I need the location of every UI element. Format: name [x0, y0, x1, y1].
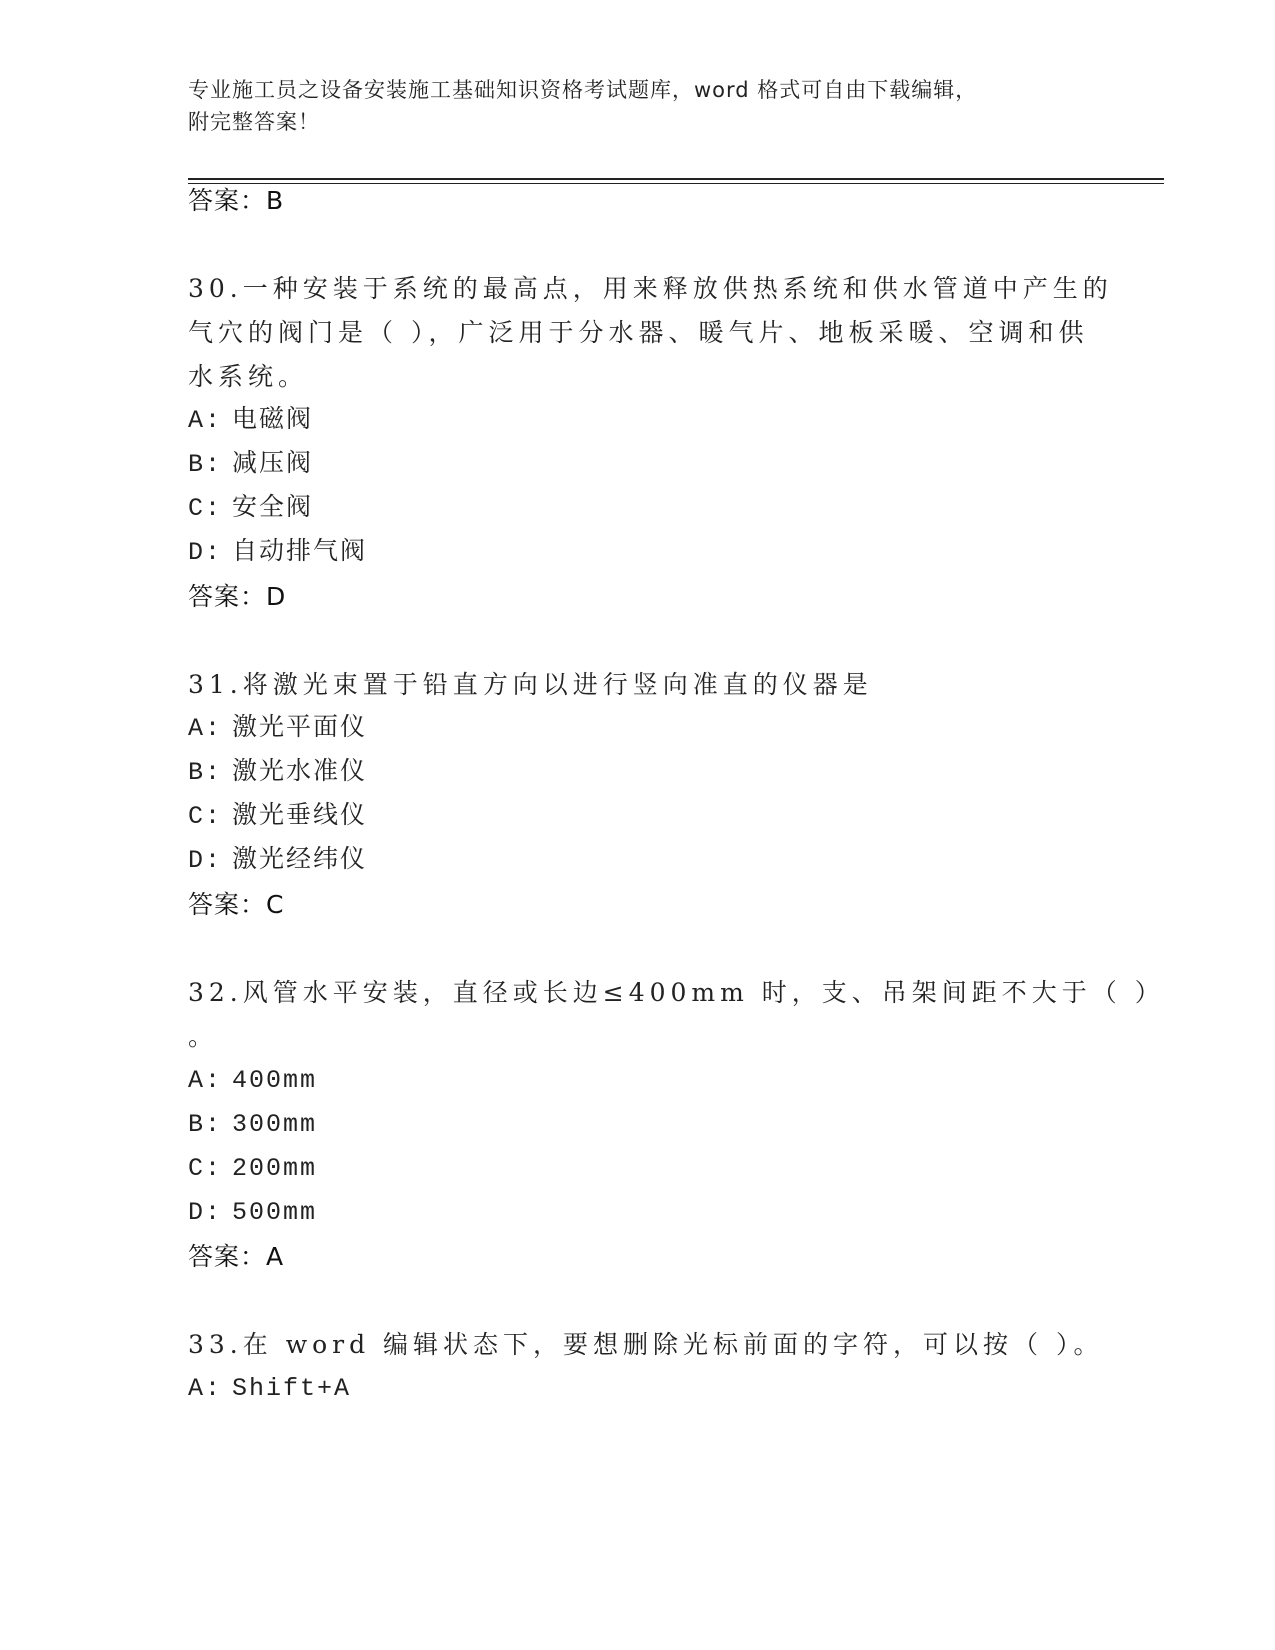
option-label: D:: [188, 846, 223, 875]
question-30-line-1: 30.一种安装于系统的最高点，用来释放供热系统和供水管道中产生的: [188, 274, 1113, 303]
option-label: C:: [188, 494, 223, 523]
option-label: B:: [188, 450, 223, 479]
question-32-answer: 答案：A: [188, 1242, 285, 1271]
question-31-answer: 答案：C: [188, 890, 285, 919]
option-text: 500mm: [232, 1198, 318, 1227]
question-31-line-1: 31.将激光束置于铅直方向以进行竖向准直的仪器是: [188, 670, 873, 699]
question-31-option-b: [188, 758, 367, 788]
question-31-option-c: [188, 802, 367, 832]
question-32-option-b: [188, 1110, 317, 1140]
option-text: 减压阀: [232, 450, 314, 479]
question-30-line-3: 水系统。: [188, 362, 309, 391]
option-label: A:: [188, 714, 223, 743]
option-text: 电磁阀: [232, 406, 314, 435]
option-text: 激光垂线仪: [232, 802, 368, 831]
option-text: 安全阀: [232, 494, 314, 523]
question-32-option-a: [188, 1066, 317, 1096]
question-32-line-1: 32.风管水平安装，直径或长边≤400mm 时，支、吊架间距不大于（ ）: [188, 978, 1165, 1007]
option-text: 自动排气阀: [232, 538, 368, 567]
option-label: C:: [188, 802, 223, 831]
question-33-line-1: 33.在 word 编辑状态下，要想删除光标前面的字符，可以按（ ）。: [188, 1330, 1104, 1359]
previous-answer: 答案：B: [188, 186, 285, 215]
question-31-option-a: [188, 714, 367, 744]
question-32-option-c: [188, 1154, 317, 1184]
option-text: 300mm: [232, 1110, 318, 1139]
question-30-answer: 答案：D: [188, 582, 287, 611]
question-30-option-d: [188, 538, 367, 568]
header-divider-thin: [188, 183, 1164, 184]
option-text: Shift+A: [232, 1374, 352, 1403]
question-30-option-b: [188, 450, 313, 480]
document-header: [188, 74, 1068, 138]
option-label: A:: [188, 1066, 223, 1095]
question-32-line-2: 。: [188, 1022, 219, 1051]
option-label: A:: [188, 406, 223, 435]
option-text: 激光经纬仪: [232, 846, 368, 875]
question-33-option-a: [188, 1374, 351, 1404]
option-label: B:: [188, 1110, 223, 1139]
question-30-option-a: [188, 406, 313, 436]
option-label: A:: [188, 1374, 223, 1403]
question-31-option-d: [188, 846, 367, 876]
question-30-option-c: [188, 494, 313, 524]
option-label: B:: [188, 758, 223, 787]
header-divider: [188, 178, 1164, 180]
option-text: 激光平面仪: [232, 714, 368, 743]
option-text: 200mm: [232, 1154, 318, 1183]
option-text: 激光水准仪: [232, 758, 368, 787]
question-32-option-d: [188, 1198, 317, 1228]
option-text: 400mm: [232, 1066, 318, 1095]
option-label: D:: [188, 538, 223, 567]
option-label: C:: [188, 1154, 223, 1183]
header-title-line-1: 专业施工员之设备安装施工基础知识资格考试题库，word 格式可自由下载编辑，: [188, 78, 978, 102]
header-title-line-2: 附完整答案！: [188, 110, 320, 134]
question-30-line-2: 气穴的阀门是（ ），广泛用于分水器、暖气片、地板采暖、空调和供: [188, 318, 1089, 347]
option-label: D:: [188, 1198, 223, 1227]
